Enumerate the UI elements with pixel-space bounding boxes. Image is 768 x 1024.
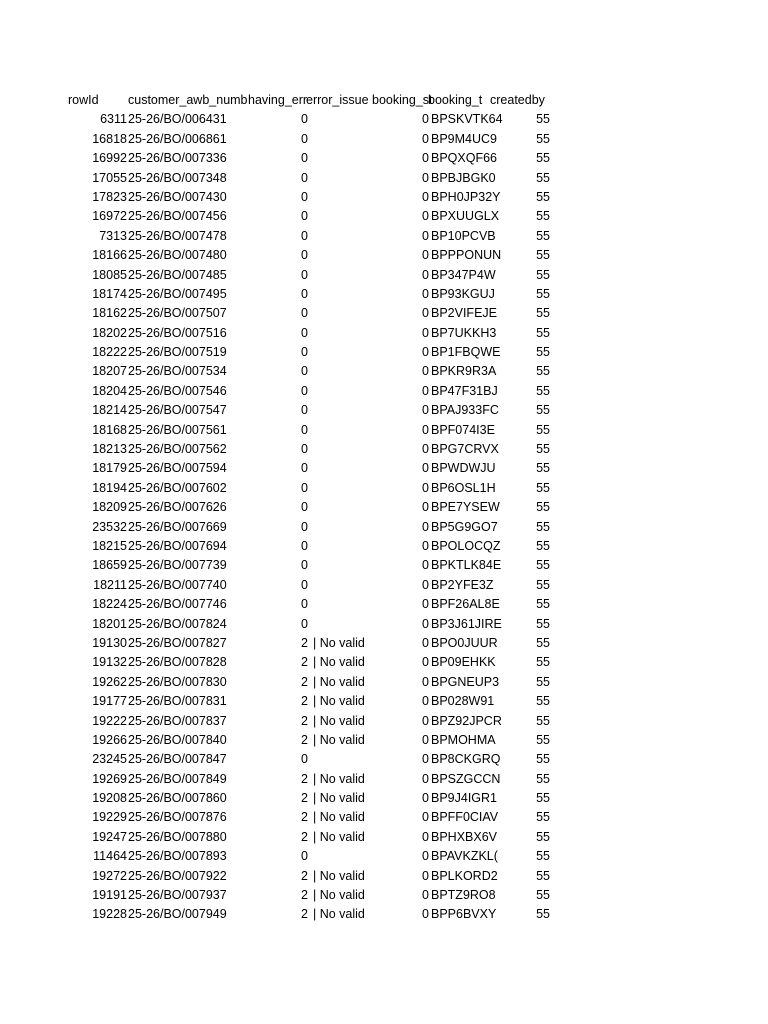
cell-having-error[interactable]: 2 (301, 771, 308, 786)
cell-having-error[interactable]: 0 (301, 480, 308, 495)
cell-having-error[interactable]: 2 (301, 674, 308, 689)
cell-booking-status[interactable]: 0 (422, 558, 429, 573)
cell-booking-status[interactable]: 0 (422, 888, 429, 903)
cell-booking-status[interactable]: 0 (422, 325, 429, 340)
cell-booking-type[interactable]: BP1FBQWE (431, 345, 501, 360)
cell-booking-status[interactable]: 0 (422, 752, 429, 767)
cell-awb[interactable]: 25-26/BO/007561 (128, 422, 227, 437)
cell-having-error[interactable]: 0 (301, 849, 308, 864)
cell-rowid[interactable]: 19228 (92, 907, 127, 922)
cell-booking-status[interactable]: 0 (422, 519, 429, 534)
cell-having-error[interactable]: 0 (301, 538, 308, 553)
cell-createdby[interactable]: 55 (536, 888, 550, 903)
cell-booking-type[interactable]: BPBJBGK0 (431, 170, 496, 185)
cell-rowid[interactable]: 18204 (92, 383, 127, 398)
cell-createdby[interactable]: 55 (536, 228, 550, 243)
cell-awb[interactable]: 25-26/BO/007480 (128, 248, 227, 263)
cell-booking-type[interactable]: BPSKVTK64 (431, 112, 503, 127)
cell-booking-type[interactable]: BP2VIFEJE (431, 306, 497, 321)
header-rowid[interactable]: rowId (68, 93, 99, 107)
cell-rowid[interactable]: 18179 (92, 461, 127, 476)
cell-rowid[interactable]: 19266 (92, 732, 127, 747)
cell-rowid[interactable]: 19269 (92, 771, 127, 786)
cell-createdby[interactable]: 55 (536, 752, 550, 767)
cell-having-error[interactable]: 0 (301, 228, 308, 243)
header-createdby[interactable]: createdby (490, 93, 545, 107)
cell-awb[interactable]: 25-26/BO/007534 (128, 364, 227, 379)
cell-booking-status[interactable]: 0 (422, 267, 429, 282)
cell-rowid[interactable]: 7313 (99, 228, 127, 243)
cell-awb[interactable]: 25-26/BO/007949 (128, 907, 227, 922)
cell-having-error[interactable]: 0 (301, 577, 308, 592)
cell-booking-type[interactable]: BP93KGUJ (431, 286, 495, 301)
cell-booking-type[interactable]: BPGNEUP3 (431, 674, 500, 689)
cell-having-error[interactable]: 0 (301, 616, 308, 631)
cell-booking-status[interactable]: 0 (422, 209, 429, 224)
cell-booking-type[interactable]: BP7UKKH3 (431, 325, 497, 340)
cell-booking-status[interactable]: 0 (422, 829, 429, 844)
cell-awb[interactable]: 25-26/BO/007739 (128, 558, 227, 573)
cell-having-error[interactable]: 0 (301, 151, 308, 166)
cell-awb[interactable]: 25-26/BO/007860 (128, 791, 227, 806)
cell-createdby[interactable]: 55 (536, 209, 550, 224)
header-having-error[interactable]: having_err (248, 93, 308, 107)
cell-having-error[interactable]: 0 (301, 345, 308, 360)
cell-booking-status[interactable]: 0 (422, 189, 429, 204)
cell-rowid[interactable]: 19222 (92, 713, 127, 728)
cell-awb[interactable]: 25-26/BO/007922 (128, 868, 227, 883)
cell-awb[interactable]: 25-26/BO/007669 (128, 519, 227, 534)
cell-awb[interactable]: 25-26/BO/007456 (128, 209, 227, 224)
cell-booking-status[interactable]: 0 (422, 248, 429, 263)
cell-awb[interactable]: 25-26/BO/007547 (128, 403, 227, 418)
cell-createdby[interactable]: 55 (536, 248, 550, 263)
cell-createdby[interactable]: 55 (536, 616, 550, 631)
cell-booking-status[interactable]: 0 (422, 616, 429, 631)
cell-rowid[interactable]: 18174 (92, 286, 127, 301)
cell-error-issue[interactable]: | No valid (313, 635, 365, 650)
cell-booking-status[interactable]: 0 (422, 403, 429, 418)
cell-awb[interactable]: 25-26/BO/007430 (128, 189, 227, 204)
cell-booking-type[interactable]: BPMOHMA (431, 732, 496, 747)
cell-awb[interactable]: 25-26/BO/007694 (128, 538, 227, 553)
cell-rowid[interactable]: 18209 (92, 500, 127, 515)
cell-rowid[interactable]: 18224 (92, 597, 127, 612)
cell-booking-status[interactable]: 0 (422, 655, 429, 670)
cell-having-error[interactable]: 0 (301, 209, 308, 224)
cell-awb[interactable]: 25-26/BO/007847 (128, 752, 227, 767)
cell-createdby[interactable]: 55 (536, 849, 550, 864)
cell-createdby[interactable]: 55 (536, 345, 550, 360)
cell-booking-status[interactable]: 0 (422, 500, 429, 515)
cell-booking-type[interactable]: BP2YFE3Z (431, 577, 494, 592)
cell-awb[interactable]: 25-26/BO/007849 (128, 771, 227, 786)
cell-booking-type[interactable]: BP9M4UC9 (431, 131, 497, 146)
cell-having-error[interactable]: 0 (301, 112, 308, 127)
cell-having-error[interactable]: 2 (301, 791, 308, 806)
cell-createdby[interactable]: 55 (536, 694, 550, 709)
cell-booking-status[interactable]: 0 (422, 597, 429, 612)
cell-createdby[interactable]: 55 (536, 286, 550, 301)
cell-booking-type[interactable]: BPKR9R3A (431, 364, 497, 379)
cell-createdby[interactable]: 55 (536, 442, 550, 457)
cell-rowid[interactable]: 18201 (92, 616, 127, 631)
cell-awb[interactable]: 25-26/BO/007495 (128, 286, 227, 301)
cell-awb[interactable]: 25-26/BO/007831 (128, 694, 227, 709)
cell-createdby[interactable]: 55 (536, 189, 550, 204)
cell-having-error[interactable]: 0 (301, 422, 308, 437)
cell-createdby[interactable]: 55 (536, 325, 550, 340)
cell-createdby[interactable]: 55 (536, 868, 550, 883)
cell-rowid[interactable]: 18211 (93, 577, 127, 592)
cell-booking-type[interactable]: BPOLOCQZ (431, 538, 501, 553)
cell-rowid[interactable]: 17055 (92, 170, 127, 185)
cell-booking-status[interactable]: 0 (422, 849, 429, 864)
cell-booking-status[interactable]: 0 (422, 732, 429, 747)
header-booking-status[interactable]: booking_st (372, 93, 433, 107)
cell-createdby[interactable]: 55 (536, 112, 550, 127)
cell-having-error[interactable]: 0 (301, 286, 308, 301)
cell-awb[interactable]: 25-26/BO/007348 (128, 170, 227, 185)
cell-booking-status[interactable]: 0 (422, 480, 429, 495)
cell-awb[interactable]: 25-26/BO/007594 (128, 461, 227, 476)
cell-having-error[interactable]: 0 (301, 461, 308, 476)
cell-booking-status[interactable]: 0 (422, 694, 429, 709)
cell-booking-type[interactable]: BP09EHKK (431, 655, 496, 670)
cell-having-error[interactable]: 2 (301, 907, 308, 922)
cell-rowid[interactable]: 18085 (92, 267, 127, 282)
cell-awb[interactable]: 25-26/BO/007602 (128, 480, 227, 495)
cell-having-error[interactable]: 0 (301, 403, 308, 418)
cell-awb[interactable]: 25-26/BO/007336 (128, 151, 227, 166)
cell-booking-type[interactable]: BPWDWJU (431, 461, 496, 476)
cell-createdby[interactable]: 55 (536, 635, 550, 650)
cell-having-error[interactable]: 2 (301, 810, 308, 825)
cell-awb[interactable]: 25-26/BO/007880 (128, 829, 227, 844)
cell-having-error[interactable]: 2 (301, 635, 308, 650)
cell-having-error[interactable]: 2 (301, 868, 308, 883)
cell-booking-type[interactable]: BPG7CRVX (431, 442, 499, 457)
cell-rowid[interactable]: 19272 (92, 868, 127, 883)
cell-booking-type[interactable]: BPAVKZKL( (431, 849, 498, 864)
cell-booking-type[interactable]: BPSZGCCN (431, 771, 501, 786)
cell-createdby[interactable]: 55 (536, 577, 550, 592)
cell-booking-type[interactable]: BPF074I3E (431, 422, 495, 437)
cell-booking-type[interactable]: BPPPONUN (431, 248, 502, 263)
header-booking-type[interactable]: booking_t (428, 93, 483, 107)
cell-having-error[interactable]: 0 (301, 325, 308, 340)
cell-having-error[interactable]: 0 (301, 383, 308, 398)
cell-awb[interactable]: 25-26/BO/007746 (128, 597, 227, 612)
cell-createdby[interactable]: 55 (536, 151, 550, 166)
cell-having-error[interactable]: 2 (301, 829, 308, 844)
cell-having-error[interactable]: 2 (301, 732, 308, 747)
cell-error-issue[interactable]: | No valid (313, 829, 365, 844)
cell-rowid[interactable]: 19177 (92, 694, 127, 709)
cell-awb[interactable]: 25-26/BO/007893 (128, 849, 227, 864)
cell-error-issue[interactable]: | No valid (313, 732, 365, 747)
cell-awb[interactable]: 25-26/BO/007626 (128, 500, 227, 515)
cell-createdby[interactable]: 55 (536, 480, 550, 495)
cell-error-issue[interactable]: | No valid (313, 694, 365, 709)
cell-booking-status[interactable]: 0 (422, 810, 429, 825)
cell-booking-status[interactable]: 0 (422, 228, 429, 243)
cell-awb[interactable]: 25-26/BO/007828 (128, 655, 227, 670)
cell-booking-type[interactable]: BPE7YSEW (431, 500, 500, 515)
cell-createdby[interactable]: 55 (536, 383, 550, 398)
cell-createdby[interactable]: 55 (536, 131, 550, 146)
cell-having-error[interactable]: 0 (301, 306, 308, 321)
cell-booking-type[interactable]: BP028W91 (431, 694, 495, 709)
cell-booking-type[interactable]: BP9J4IGR1 (431, 791, 498, 806)
cell-rowid[interactable]: 18222 (92, 345, 127, 360)
cell-rowid[interactable]: 19130 (92, 635, 127, 650)
cell-rowid[interactable]: 16992 (92, 151, 127, 166)
cell-createdby[interactable]: 55 (536, 771, 550, 786)
cell-having-error[interactable]: 0 (301, 364, 308, 379)
cell-rowid[interactable]: 18215 (92, 538, 127, 553)
cell-awb[interactable]: 25-26/BO/007546 (128, 383, 227, 398)
cell-booking-status[interactable]: 0 (422, 635, 429, 650)
cell-createdby[interactable]: 55 (536, 829, 550, 844)
cell-error-issue[interactable]: | No valid (313, 868, 365, 883)
cell-rowid[interactable]: 19247 (92, 829, 127, 844)
cell-rowid[interactable]: 18213 (92, 442, 127, 457)
cell-rowid[interactable]: 18194 (92, 480, 127, 495)
cell-createdby[interactable]: 55 (536, 713, 550, 728)
cell-booking-status[interactable]: 0 (422, 538, 429, 553)
cell-createdby[interactable]: 55 (536, 674, 550, 689)
cell-rowid[interactable]: 23245 (92, 752, 127, 767)
cell-booking-status[interactable]: 0 (422, 112, 429, 127)
cell-booking-type[interactable]: BP47F31BJ (431, 383, 498, 398)
cell-rowid[interactable]: 18162 (92, 306, 127, 321)
cell-error-issue[interactable]: | No valid (313, 713, 365, 728)
cell-having-error[interactable]: 2 (301, 888, 308, 903)
cell-booking-type[interactable]: BPF26AL8E (431, 597, 500, 612)
cell-booking-type[interactable]: BPH0JP32Y (431, 189, 501, 204)
cell-booking-type[interactable]: BPQXQF66 (431, 151, 497, 166)
header-awb[interactable]: customer_awb_numb (128, 93, 248, 107)
cell-awb[interactable]: 25-26/BO/007824 (128, 616, 227, 631)
cell-booking-status[interactable]: 0 (422, 131, 429, 146)
cell-booking-type[interactable]: BP10PCVB (431, 228, 496, 243)
cell-booking-status[interactable]: 0 (422, 868, 429, 883)
cell-having-error[interactable]: 0 (301, 519, 308, 534)
cell-having-error[interactable]: 0 (301, 558, 308, 573)
cell-booking-type[interactable]: BPO0JUUR (431, 635, 498, 650)
cell-having-error[interactable]: 0 (301, 267, 308, 282)
cell-createdby[interactable]: 55 (536, 538, 550, 553)
cell-rowid[interactable]: 17823 (92, 189, 127, 204)
cell-rowid[interactable]: 6311 (100, 112, 127, 127)
cell-booking-type[interactable]: BPXUUGLX (431, 209, 500, 224)
cell-awb[interactable]: 25-26/BO/007840 (128, 732, 227, 747)
cell-rowid[interactable]: 18202 (92, 325, 127, 340)
cell-error-issue[interactable]: | No valid (313, 655, 365, 670)
cell-having-error[interactable]: 0 (301, 500, 308, 515)
cell-createdby[interactable]: 55 (536, 267, 550, 282)
cell-booking-status[interactable]: 0 (422, 907, 429, 922)
cell-createdby[interactable]: 55 (536, 500, 550, 515)
cell-booking-status[interactable]: 0 (422, 170, 429, 185)
cell-booking-type[interactable]: BP8CKGRQ (431, 752, 501, 767)
cell-awb[interactable]: 25-26/BO/007830 (128, 674, 227, 689)
cell-rowid[interactable]: 18214 (92, 403, 127, 418)
cell-createdby[interactable]: 55 (536, 558, 550, 573)
cell-having-error[interactable]: 0 (301, 752, 308, 767)
cell-error-issue[interactable]: | No valid (313, 907, 365, 922)
cell-awb[interactable]: 25-26/BO/006431 (128, 112, 227, 127)
cell-awb[interactable]: 25-26/BO/007837 (128, 713, 227, 728)
cell-having-error[interactable]: 0 (301, 248, 308, 263)
cell-awb[interactable]: 25-26/BO/007562 (128, 442, 227, 457)
cell-awb[interactable]: 25-26/BO/007827 (128, 635, 227, 650)
cell-awb[interactable]: 25-26/BO/007507 (128, 306, 227, 321)
cell-createdby[interactable]: 55 (536, 364, 550, 379)
cell-createdby[interactable]: 55 (536, 791, 550, 806)
cell-awb[interactable]: 25-26/BO/007519 (128, 345, 227, 360)
cell-booking-type[interactable]: BP6OSL1H (431, 480, 496, 495)
cell-booking-type[interactable]: BP3J61JIRE (431, 616, 502, 631)
cell-awb[interactable]: 25-26/BO/006861 (128, 131, 227, 146)
cell-booking-type[interactable]: BPZ92JPCR (431, 713, 502, 728)
cell-createdby[interactable]: 55 (536, 907, 550, 922)
cell-createdby[interactable]: 55 (536, 732, 550, 747)
cell-booking-status[interactable]: 0 (422, 461, 429, 476)
cell-rowid[interactable]: 16818 (92, 131, 127, 146)
cell-booking-status[interactable]: 0 (422, 422, 429, 437)
cell-booking-type[interactable]: BPAJ933FC (431, 403, 499, 418)
cell-having-error[interactable]: 2 (301, 655, 308, 670)
cell-rowid[interactable]: 18166 (92, 248, 127, 263)
cell-having-error[interactable]: 0 (301, 189, 308, 204)
cell-rowid[interactable]: 11464 (93, 849, 127, 864)
cell-createdby[interactable]: 55 (536, 461, 550, 476)
cell-rowid[interactable]: 23532 (92, 519, 127, 534)
cell-booking-status[interactable]: 0 (422, 771, 429, 786)
cell-booking-status[interactable]: 0 (422, 577, 429, 592)
cell-booking-status[interactable]: 0 (422, 345, 429, 360)
cell-booking-status[interactable]: 0 (422, 713, 429, 728)
cell-awb[interactable]: 25-26/BO/007740 (128, 577, 227, 592)
cell-booking-status[interactable]: 0 (422, 791, 429, 806)
cell-booking-status[interactable]: 0 (422, 306, 429, 321)
cell-rowid[interactable]: 19132 (92, 655, 127, 670)
cell-createdby[interactable]: 55 (536, 597, 550, 612)
cell-awb[interactable]: 25-26/BO/007485 (128, 267, 227, 282)
cell-rowid[interactable]: 19262 (92, 674, 127, 689)
cell-booking-type[interactable]: BPTZ9RO8 (431, 888, 496, 903)
cell-error-issue[interactable]: | No valid (313, 888, 365, 903)
cell-booking-status[interactable]: 0 (422, 674, 429, 689)
cell-createdby[interactable]: 55 (536, 403, 550, 418)
cell-rowid[interactable]: 19208 (92, 791, 127, 806)
cell-having-error[interactable]: 0 (301, 131, 308, 146)
cell-booking-type[interactable]: BPP6BVXY (431, 907, 497, 922)
cell-createdby[interactable]: 55 (536, 810, 550, 825)
cell-booking-status[interactable]: 0 (422, 442, 429, 457)
cell-having-error[interactable]: 0 (301, 170, 308, 185)
cell-awb[interactable]: 25-26/BO/007937 (128, 888, 227, 903)
cell-awb[interactable]: 25-26/BO/007516 (128, 325, 227, 340)
cell-awb[interactable]: 25-26/BO/007478 (128, 228, 227, 243)
cell-booking-type[interactable]: BP347P4W (431, 267, 496, 282)
cell-awb[interactable]: 25-26/BO/007876 (128, 810, 227, 825)
header-error-issue[interactable]: error_issue (306, 93, 369, 107)
cell-having-error[interactable]: 2 (301, 713, 308, 728)
cell-error-issue[interactable]: | No valid (313, 810, 365, 825)
cell-booking-status[interactable]: 0 (422, 364, 429, 379)
cell-createdby[interactable]: 55 (536, 306, 550, 321)
cell-error-issue[interactable]: | No valid (313, 791, 365, 806)
cell-rowid[interactable]: 18659 (92, 558, 127, 573)
cell-booking-status[interactable]: 0 (422, 151, 429, 166)
cell-booking-type[interactable]: BPFF0CIAV (431, 810, 499, 825)
cell-createdby[interactable]: 55 (536, 519, 550, 534)
cell-booking-type[interactable]: BPHXBX6V (431, 829, 498, 844)
cell-having-error[interactable]: 0 (301, 597, 308, 612)
cell-error-issue[interactable]: | No valid (313, 674, 365, 689)
cell-rowid[interactable]: 16972 (92, 209, 127, 224)
cell-booking-status[interactable]: 0 (422, 383, 429, 398)
cell-having-error[interactable]: 0 (301, 442, 308, 457)
cell-rowid[interactable]: 19229 (92, 810, 127, 825)
cell-booking-type[interactable]: BPLKORD2 (431, 868, 498, 883)
cell-booking-type[interactable]: BP5G9GO7 (431, 519, 498, 534)
cell-createdby[interactable]: 55 (536, 170, 550, 185)
cell-rowid[interactable]: 18168 (92, 422, 127, 437)
cell-having-error[interactable]: 2 (301, 694, 308, 709)
cell-createdby[interactable]: 55 (536, 655, 550, 670)
cell-booking-type[interactable]: BPKTLK84E (431, 558, 502, 573)
cell-rowid[interactable]: 18207 (92, 364, 127, 379)
cell-rowid[interactable]: 19191 (92, 888, 127, 903)
cell-booking-status[interactable]: 0 (422, 286, 429, 301)
cell-error-issue[interactable]: | No valid (313, 771, 365, 786)
cell-createdby[interactable]: 55 (536, 422, 550, 437)
